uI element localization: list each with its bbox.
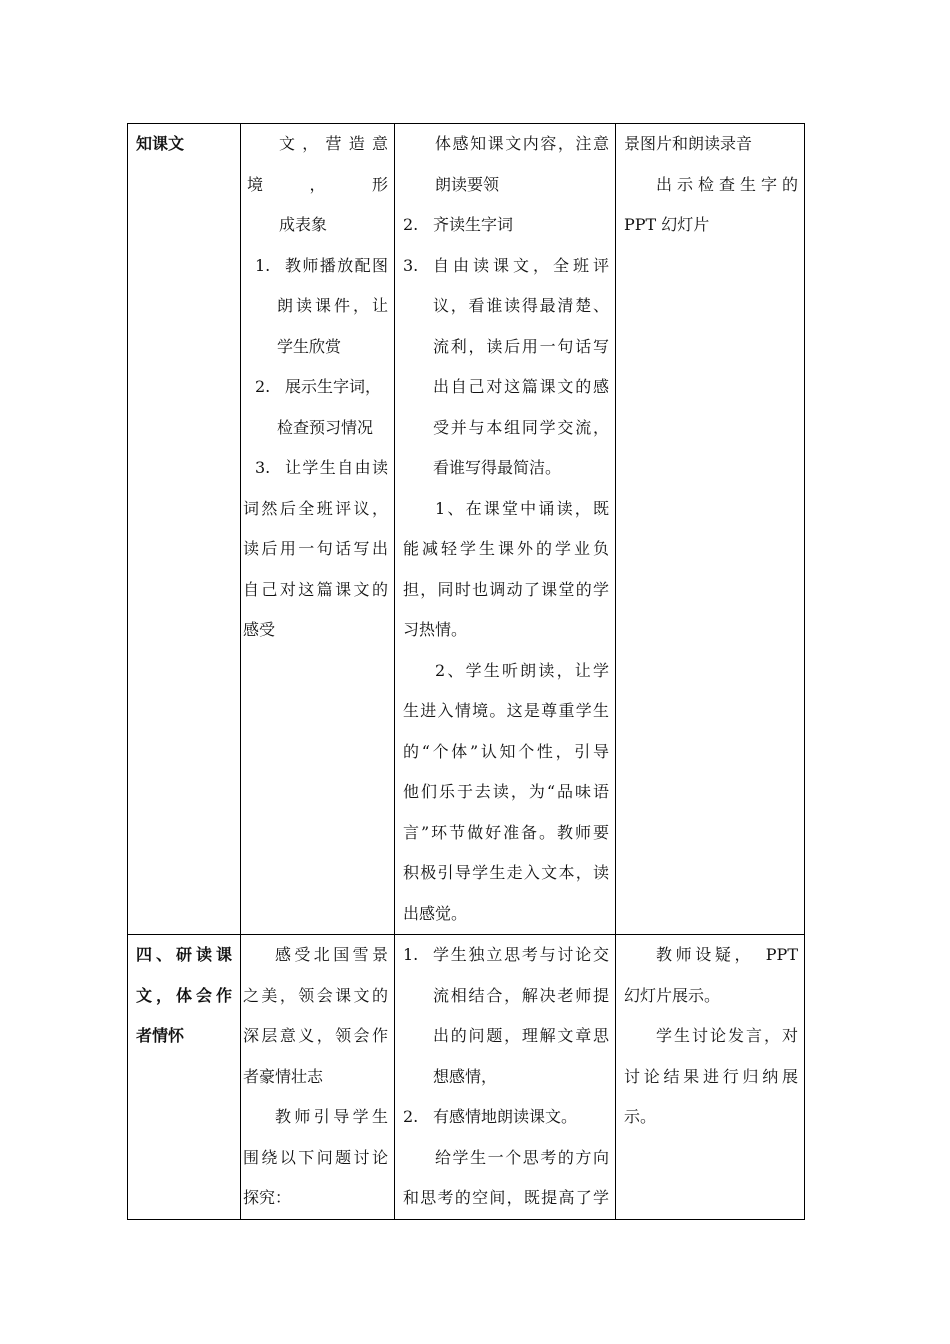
- text-line: 学生欣赏: [277, 336, 342, 356]
- text-line: 感受北国雪景: [275, 945, 388, 964]
- text-line: 流利，读后用一句话写: [433, 336, 609, 356]
- objective-cell: [241, 124, 395, 935]
- media-cell: [616, 935, 805, 1220]
- lesson-plan-table: [127, 123, 805, 1220]
- text-line: 文，营造意境，形: [247, 134, 388, 194]
- activity-cell: [395, 935, 616, 1220]
- list-number: 2.: [403, 215, 419, 234]
- list-item: [395, 246, 615, 287]
- text-line: 生进入情境。这是尊重学生: [403, 701, 609, 720]
- text-line: 朗读要领: [435, 174, 500, 194]
- text-line: 议，看谁读得最清楚、: [433, 296, 609, 315]
- text-line: 朗读课件，让: [277, 296, 388, 315]
- text-line: 看谁写得最简洁。: [433, 458, 562, 477]
- table-row: [128, 935, 805, 1220]
- text-line: 言”环节做好准备。教师要: [403, 822, 609, 842]
- text-line: 受并与本组同学交流，: [433, 417, 609, 437]
- text-line: 出感觉。: [403, 903, 468, 923]
- stage-label: 文，体会作: [136, 985, 232, 1005]
- text-line: 积极引导学生走入文本，读: [403, 863, 609, 882]
- activity-cell: [395, 124, 616, 935]
- text-line: 教师设疑， PPT: [656, 945, 798, 964]
- text-line: 探究：: [243, 1188, 292, 1207]
- text-line: 2、学生听朗读，让学: [435, 660, 609, 680]
- list-item: [395, 935, 615, 976]
- text-line: 体感知课文内容，注意: [435, 134, 609, 153]
- objective-cell: [241, 935, 395, 1220]
- text-line: 展示生字词，: [285, 377, 382, 396]
- text-line: 出的问题，理解文章思: [433, 1026, 609, 1045]
- text-line: 自由读课文，全班评: [433, 255, 609, 275]
- text-line: 让学生自由读: [285, 458, 388, 477]
- text-line: 出示检查生字的: [656, 174, 798, 194]
- list-item: [395, 205, 615, 246]
- list-item: [395, 1097, 615, 1138]
- text-line: 讨论结果进行归纳展: [624, 1066, 798, 1086]
- text-line: 学生独立思考与讨论交: [433, 945, 609, 964]
- text-line: 给学生一个思考的方向: [435, 1147, 609, 1167]
- text-line: 感受: [243, 620, 276, 639]
- stage-cell: [128, 124, 241, 935]
- text-line: 的“个体”认知个性，引导: [403, 741, 609, 761]
- text-line: 深层意义，领会作: [243, 1026, 388, 1045]
- text-line: 之美，领会课文的: [243, 985, 388, 1005]
- text-line: 检查预习情况: [277, 417, 374, 437]
- text-line: 教师引导学生: [275, 1107, 388, 1126]
- stage-label: 者情怀: [136, 1026, 185, 1045]
- list-number: 2.: [403, 1107, 419, 1126]
- text-line: 围绕以下问题讨论: [243, 1147, 388, 1167]
- text-line: 流相结合，解决老师提: [433, 985, 609, 1005]
- text-line: 齐读生字词: [433, 215, 514, 234]
- list-number: 1.: [403, 945, 419, 964]
- stage-label: 知课文: [136, 134, 185, 153]
- text-line: 示。: [624, 1107, 657, 1126]
- text-line: 和思考的空间，既提高了学: [403, 1188, 609, 1207]
- text-line: 景图片和朗读录音: [624, 134, 753, 153]
- text-line: 他们乐于去读，为“品味语: [403, 782, 609, 801]
- list-number: 3.: [403, 255, 419, 275]
- list-item: [241, 367, 394, 408]
- text-line: 习热情。: [403, 620, 468, 639]
- list-item: [241, 448, 394, 489]
- text-line: 想感情，: [433, 1066, 498, 1086]
- text-line: 1、在课堂中诵读，既: [435, 498, 609, 518]
- list-number: 2.: [255, 377, 271, 396]
- text-line: 者豪情壮志: [243, 1066, 324, 1086]
- text-line: 担，同时也调动了课堂的学: [403, 579, 609, 599]
- text-line: 成表象: [279, 215, 328, 234]
- text-line: 出自己对这篇课文的感: [433, 377, 609, 396]
- text-line: PPT 幻灯片: [624, 215, 710, 234]
- text-line: 教师播放配图: [285, 255, 388, 275]
- stage-cell: [128, 935, 241, 1220]
- list-number: 3.: [255, 458, 271, 477]
- media-cell: [616, 124, 805, 935]
- text-line: 读后用一句话写出: [243, 539, 388, 558]
- list-item: [241, 246, 394, 287]
- stage-label: 四、研读课: [136, 945, 232, 964]
- table-row: [128, 124, 805, 935]
- list-number: 1.: [255, 255, 271, 275]
- text-line: 幻灯片展示。: [624, 985, 721, 1005]
- text-line: 能减轻学生课外的学业负: [403, 539, 609, 558]
- text-line: 词然后全班评议，: [243, 498, 388, 518]
- text-line: 学生讨论发言，对: [656, 1026, 798, 1045]
- text-line: 自己对这篇课文的: [243, 579, 388, 599]
- text-line: 有感情地朗读课文。: [433, 1107, 578, 1126]
